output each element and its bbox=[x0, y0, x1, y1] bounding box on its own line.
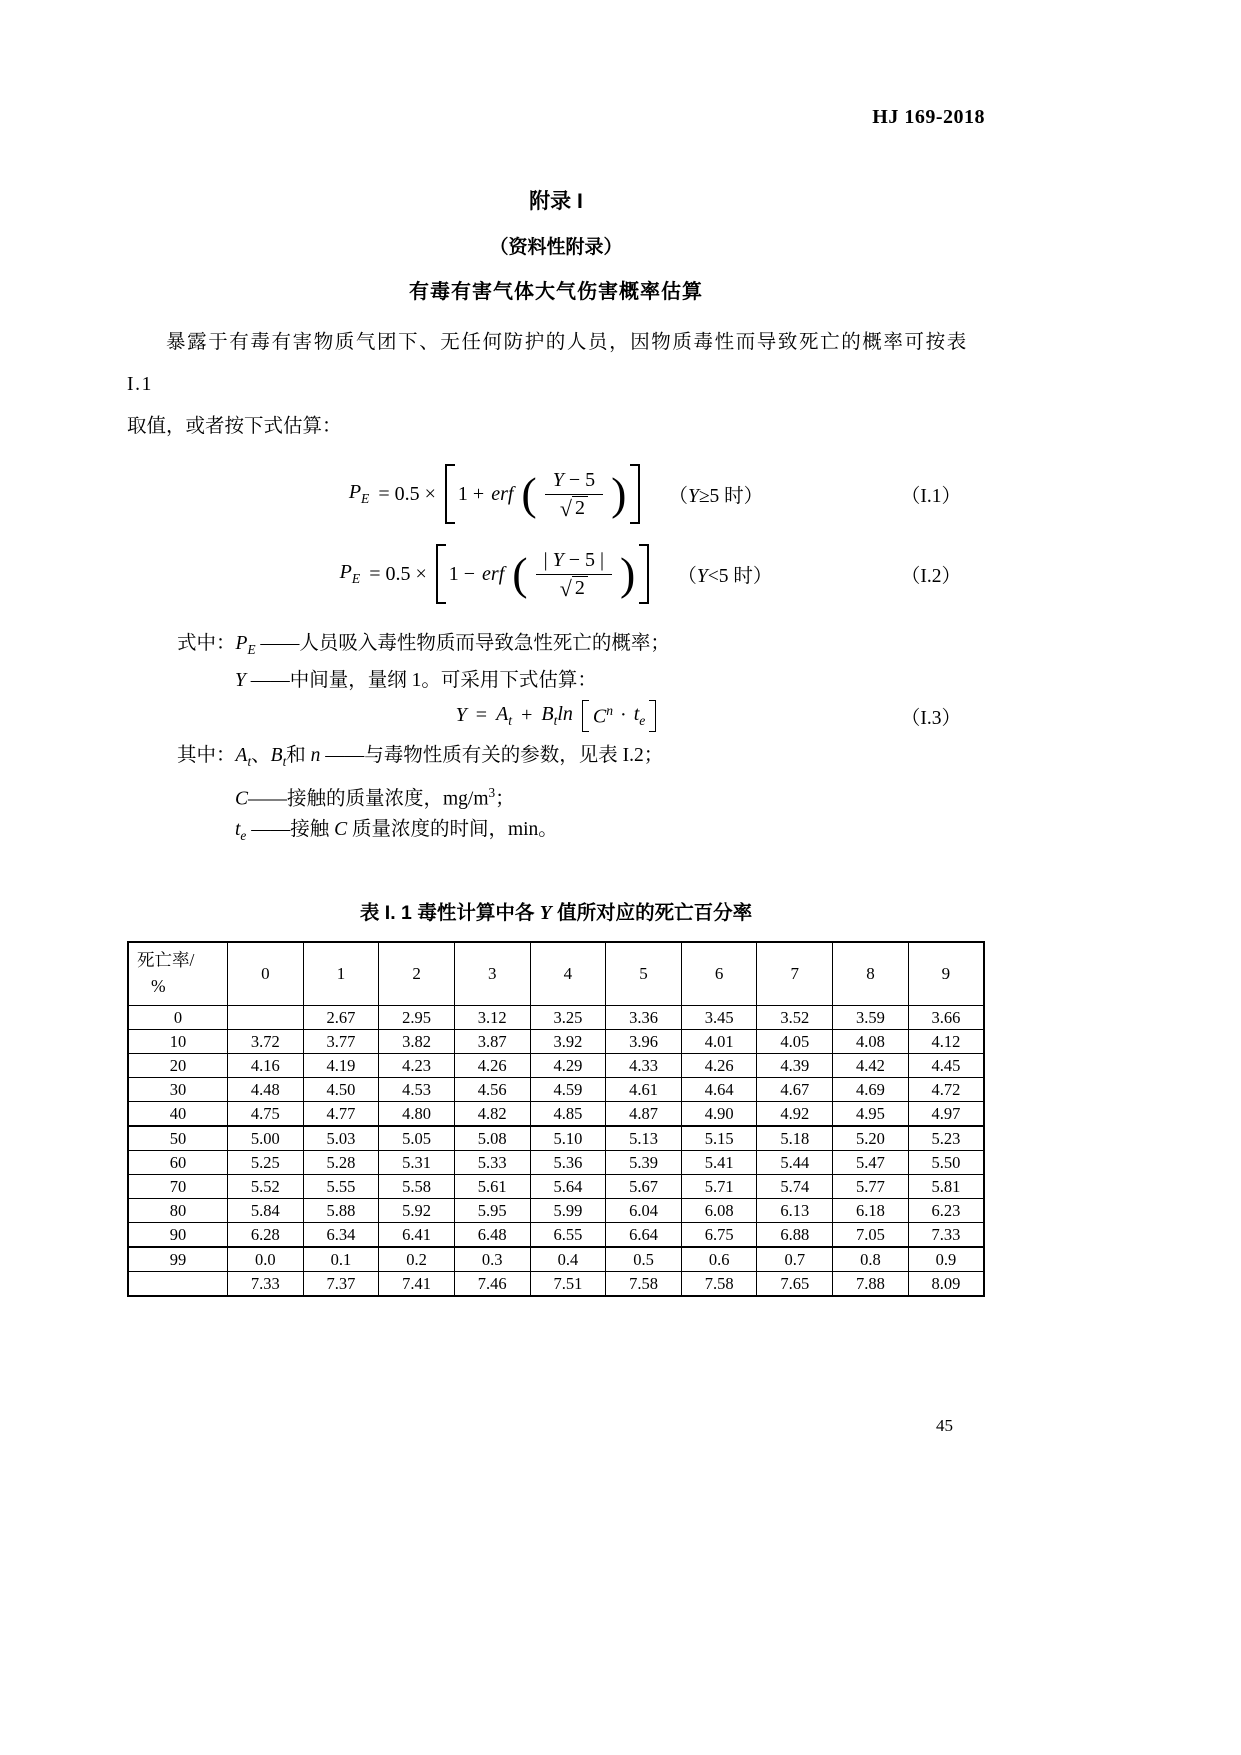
table-cell: 4.29 bbox=[530, 1054, 606, 1078]
table-cell: 5.84 bbox=[228, 1199, 304, 1223]
table-cell: 4.95 bbox=[833, 1102, 909, 1127]
table-row bbox=[128, 1078, 984, 1102]
table-cell: 5.92 bbox=[379, 1199, 455, 1223]
table-row-label: 60 bbox=[128, 1151, 228, 1175]
table-cell: 5.31 bbox=[379, 1151, 455, 1175]
table-cell: 5.36 bbox=[530, 1151, 606, 1175]
table-row-label: 0 bbox=[128, 1006, 228, 1030]
table-row bbox=[128, 1030, 984, 1054]
formula-I1-inner-lead: 1 + bbox=[457, 482, 485, 505]
table-cell: 6.88 bbox=[757, 1223, 833, 1248]
table-cell: 4.53 bbox=[379, 1078, 455, 1102]
table-row bbox=[128, 1247, 984, 1272]
table-cell: 4.80 bbox=[379, 1102, 455, 1127]
square-bracket-group: 1 + erf ( Y − 5 √ 2 ) bbox=[445, 464, 641, 524]
right-square-bracket-icon bbox=[630, 464, 640, 524]
table-cell: 4.92 bbox=[757, 1102, 833, 1127]
table-cell: 5.55 bbox=[303, 1175, 379, 1199]
table-cell: 5.25 bbox=[228, 1151, 304, 1175]
formula-I3-expression: Y = $A_t$ + $B_t\ln$ $C^n$ · $t_e$ bbox=[456, 700, 657, 732]
table-cell: 2.95 bbox=[379, 1006, 455, 1030]
table-cell: 4.08 bbox=[833, 1030, 909, 1054]
table-cell: 4.67 bbox=[757, 1078, 833, 1102]
table-cell: 5.74 bbox=[757, 1175, 833, 1199]
table-cell: 4.48 bbox=[228, 1078, 304, 1102]
table-cell: 0.9 bbox=[908, 1247, 984, 1272]
table-cell: 5.58 bbox=[379, 1175, 455, 1199]
page-content bbox=[127, 0, 985, 1297]
table-cell: 5.05 bbox=[379, 1126, 455, 1151]
table-row bbox=[128, 1151, 984, 1175]
where2-line-te: $t_e$ ——接触 C 质量浓度的时间，min。 bbox=[235, 819, 558, 844]
formula-I2-operator: = 0.5 × bbox=[369, 562, 427, 585]
table-cell: 6.34 bbox=[303, 1223, 379, 1248]
table-cell: 0.6 bbox=[681, 1247, 757, 1272]
table-row-label: 40 bbox=[128, 1102, 228, 1127]
table-cell: 5.41 bbox=[681, 1151, 757, 1175]
radical-icon: √ bbox=[559, 496, 572, 521]
table-cell: 8.09 bbox=[908, 1272, 984, 1297]
table-cell: 5.71 bbox=[681, 1175, 757, 1199]
table-cell: 3.12 bbox=[454, 1006, 530, 1030]
table-cell: 4.23 bbox=[379, 1054, 455, 1078]
table-cell: 7.58 bbox=[681, 1272, 757, 1297]
table-cell: 4.75 bbox=[228, 1102, 304, 1127]
table-cell: 4.69 bbox=[833, 1078, 909, 1102]
table-col-header: 8 bbox=[833, 942, 909, 1006]
formula-I3 bbox=[127, 700, 985, 732]
corner-label-line1: 死亡率/ bbox=[137, 950, 195, 971]
page-number: 45 bbox=[936, 1416, 953, 1435]
table-row bbox=[128, 1199, 984, 1223]
table-cell: 6.55 bbox=[530, 1223, 606, 1248]
table-cell: 0.0 bbox=[228, 1247, 304, 1272]
table-cell: 4.72 bbox=[908, 1078, 984, 1102]
table-col-header: 6 bbox=[681, 942, 757, 1006]
doc-number: HJ 169-2018 bbox=[872, 106, 985, 128]
table-col-header: 1 bbox=[303, 942, 379, 1006]
table-cell: 5.77 bbox=[833, 1175, 909, 1199]
table-cell: 5.44 bbox=[757, 1151, 833, 1175]
formula-I2 bbox=[127, 544, 985, 604]
table-cell: 5.64 bbox=[530, 1175, 606, 1199]
table-cell: 3.25 bbox=[530, 1006, 606, 1030]
table-cell: 5.47 bbox=[833, 1151, 909, 1175]
formula-I1 bbox=[127, 464, 985, 524]
table-cell: 5.08 bbox=[454, 1126, 530, 1151]
table-cell: 0.2 bbox=[379, 1247, 455, 1272]
table-cell: 7.88 bbox=[833, 1272, 909, 1297]
table-cell: 5.99 bbox=[530, 1199, 606, 1223]
table-cell: 4.56 bbox=[454, 1078, 530, 1102]
table-cell: 6.75 bbox=[681, 1223, 757, 1248]
where2-line-AB: 其中：$A_t$、$B_t$和 n ——与毒物性质有关的参数，见表 I.2； bbox=[177, 744, 664, 769]
right-square-bracket-icon bbox=[649, 700, 656, 732]
table-body bbox=[128, 1006, 984, 1297]
table-cell: 5.95 bbox=[454, 1199, 530, 1223]
formula-I1-expression bbox=[349, 464, 641, 524]
square-bracket-group: 1 − erf ( | Y − 5 | √ 2 ) bbox=[436, 544, 650, 604]
table-cell: 6.23 bbox=[908, 1199, 984, 1223]
appendix-title: 附录 I bbox=[529, 190, 583, 213]
table-cell: 5.03 bbox=[303, 1126, 379, 1151]
table-cell: 6.13 bbox=[757, 1199, 833, 1223]
table-cell: 5.50 bbox=[908, 1151, 984, 1175]
table-cell: 4.45 bbox=[908, 1054, 984, 1078]
table-row-label bbox=[128, 1272, 228, 1297]
appendix-note: （资料性附录） bbox=[489, 237, 623, 258]
table-header-row bbox=[128, 942, 984, 1006]
formula-I1-condition: （Y≥5 时） bbox=[668, 486, 764, 507]
table-cell: 3.82 bbox=[379, 1030, 455, 1054]
where-block-2 bbox=[127, 740, 985, 851]
table-col-header: 9 bbox=[908, 942, 984, 1006]
table-cell: 4.82 bbox=[454, 1102, 530, 1127]
table-row-label: 99 bbox=[128, 1247, 228, 1272]
formula-I1-lhs: $P_E$ bbox=[348, 481, 370, 506]
where2-line-C: C——接触的质量浓度，$mg/m^3$； bbox=[235, 784, 515, 810]
table-col-header: 5 bbox=[606, 942, 682, 1006]
table-cell: 3.87 bbox=[454, 1030, 530, 1054]
table-row bbox=[128, 1102, 984, 1127]
table-cell: 4.33 bbox=[606, 1054, 682, 1078]
table-cell: 7.37 bbox=[303, 1272, 379, 1297]
table-cell: 5.28 bbox=[303, 1151, 379, 1175]
formula-I2-lhs: $P_E$ bbox=[339, 561, 361, 586]
table-cell: 3.59 bbox=[833, 1006, 909, 1030]
table-title: 表 I. 1 毒性计算中各 Y 值所对应的死亡百分率 bbox=[359, 902, 753, 925]
table-cell: 6.41 bbox=[379, 1223, 455, 1248]
table-cell: 4.64 bbox=[681, 1078, 757, 1102]
table-cell: 5.88 bbox=[303, 1199, 379, 1223]
table-cell: 0.7 bbox=[757, 1247, 833, 1272]
table-row-label: 70 bbox=[128, 1175, 228, 1199]
table-cell: 4.50 bbox=[303, 1078, 379, 1102]
table-cell: 4.90 bbox=[681, 1102, 757, 1127]
table-cell: 7.41 bbox=[379, 1272, 455, 1297]
table-cell: 3.96 bbox=[606, 1030, 682, 1054]
formula-I1-number: （I.1） bbox=[900, 486, 961, 507]
table-row bbox=[128, 1175, 984, 1199]
where1-line-Y: Y ——中间量，量纲 1。可采用下式估算： bbox=[235, 669, 597, 691]
where-block-1 bbox=[127, 628, 985, 696]
table-cell: 0.1 bbox=[303, 1247, 379, 1272]
table-cell: 6.08 bbox=[681, 1199, 757, 1223]
fraction: Y − 5 √ 2 bbox=[545, 468, 603, 520]
left-square-bracket-icon bbox=[582, 700, 589, 732]
toxicity-probit-table bbox=[127, 941, 985, 1297]
table-cell: 5.00 bbox=[228, 1126, 304, 1151]
table-cell: 4.42 bbox=[833, 1054, 909, 1078]
intro-paragraph-line1: 暴露于有毒有害物质气团下、无任何防护的人员，因物质毒性而导致死亡的概率可按表 I.1 bbox=[127, 332, 968, 395]
table-cell: 4.85 bbox=[530, 1102, 606, 1127]
formula-I2-condition: （Y<5 时） bbox=[677, 566, 773, 587]
table-cell: 5.10 bbox=[530, 1126, 606, 1151]
table-cell: 3.66 bbox=[908, 1006, 984, 1030]
table-cell: 5.52 bbox=[228, 1175, 304, 1199]
table-cell: 4.16 bbox=[228, 1054, 304, 1078]
section-title: 有毒有害气体大气伤害概率估算 bbox=[409, 281, 703, 303]
table-cell: 0.5 bbox=[606, 1247, 682, 1272]
table-cell: 3.36 bbox=[606, 1006, 682, 1030]
table-cell: 4.77 bbox=[303, 1102, 379, 1127]
radical-icon: √ bbox=[559, 576, 572, 601]
table-cell: 5.13 bbox=[606, 1126, 682, 1151]
table-cell: 7.46 bbox=[454, 1272, 530, 1297]
table-cell: 3.92 bbox=[530, 1030, 606, 1054]
left-square-bracket-icon bbox=[436, 544, 446, 604]
right-square-bracket-icon bbox=[639, 544, 649, 604]
erf-function-label: erf bbox=[491, 482, 514, 505]
table-cell: 7.05 bbox=[833, 1223, 909, 1248]
left-square-bracket-icon bbox=[445, 464, 455, 524]
table-row-label: 10 bbox=[128, 1030, 228, 1054]
table-cell: 6.04 bbox=[606, 1199, 682, 1223]
table-cell: 5.61 bbox=[454, 1175, 530, 1199]
table-row-label: 20 bbox=[128, 1054, 228, 1078]
table-col-header: 3 bbox=[454, 942, 530, 1006]
table-cell: 7.58 bbox=[606, 1272, 682, 1297]
table-cell: 0.3 bbox=[454, 1247, 530, 1272]
table-cell: 6.48 bbox=[454, 1223, 530, 1248]
table-row-label: 50 bbox=[128, 1126, 228, 1151]
where1-line-PE: 式中：$P_E$ ——人员吸入毒性物质而导致急性死亡的概率； bbox=[177, 633, 670, 657]
table-cell: 5.33 bbox=[454, 1151, 530, 1175]
table-row bbox=[128, 1126, 984, 1151]
table-cell: 5.81 bbox=[908, 1175, 984, 1199]
table-cell: 5.67 bbox=[606, 1175, 682, 1199]
table-cell: 3.52 bbox=[757, 1006, 833, 1030]
table-cell: 2.67 bbox=[303, 1006, 379, 1030]
table-cell: 4.05 bbox=[757, 1030, 833, 1054]
table-cell: 4.39 bbox=[757, 1054, 833, 1078]
table-cell: 4.26 bbox=[681, 1054, 757, 1078]
table-cell: 4.19 bbox=[303, 1054, 379, 1078]
table-corner-header bbox=[128, 942, 228, 1006]
table-col-header: 2 bbox=[379, 942, 455, 1006]
table-cell: 7.33 bbox=[908, 1223, 984, 1248]
table-row bbox=[128, 1272, 984, 1297]
formula-I2-number: （I.2） bbox=[900, 566, 961, 587]
table-cell bbox=[228, 1006, 304, 1030]
table-cell: 7.65 bbox=[757, 1272, 833, 1297]
table-cell: 6.28 bbox=[228, 1223, 304, 1248]
table-col-header: 4 bbox=[530, 942, 606, 1006]
table-cell: 5.23 bbox=[908, 1126, 984, 1151]
table-cell: 0.8 bbox=[833, 1247, 909, 1272]
table-cell: 3.45 bbox=[681, 1006, 757, 1030]
corner-label-line2: % bbox=[151, 976, 166, 997]
table-cell: 4.12 bbox=[908, 1030, 984, 1054]
intro-paragraph-line2: 取值，或者按下式估算： bbox=[127, 416, 342, 437]
table-col-header: 0 bbox=[228, 942, 304, 1006]
formula-I1-operator: = 0.5 × bbox=[378, 482, 436, 505]
table-row bbox=[128, 1006, 984, 1030]
table-row-label: 30 bbox=[128, 1078, 228, 1102]
table-cell: 4.97 bbox=[908, 1102, 984, 1127]
table-cell: 4.01 bbox=[681, 1030, 757, 1054]
table-cell: 3.77 bbox=[303, 1030, 379, 1054]
table-cell: 5.18 bbox=[757, 1126, 833, 1151]
table-row bbox=[128, 1223, 984, 1248]
table-row-label: 80 bbox=[128, 1199, 228, 1223]
table-cell: 4.61 bbox=[606, 1078, 682, 1102]
table-cell: 4.87 bbox=[606, 1102, 682, 1127]
erf-function-label: erf bbox=[482, 562, 505, 585]
square-bracket-group: $C^n$ · $t_e$ bbox=[582, 700, 656, 732]
table-cell: 4.26 bbox=[454, 1054, 530, 1078]
table-cell: 7.33 bbox=[228, 1272, 304, 1297]
table-cell: 5.39 bbox=[606, 1151, 682, 1175]
table-cell: 5.15 bbox=[681, 1126, 757, 1151]
table-col-header: 7 bbox=[757, 942, 833, 1006]
formula-I2-expression bbox=[340, 544, 650, 604]
table-cell: 0.4 bbox=[530, 1247, 606, 1272]
fraction: | Y − 5 | √ 2 bbox=[536, 548, 612, 600]
table-cell: 6.64 bbox=[606, 1223, 682, 1248]
table-cell: 4.59 bbox=[530, 1078, 606, 1102]
table-cell: 6.18 bbox=[833, 1199, 909, 1223]
formula-I3-number: （I.3） bbox=[900, 707, 961, 729]
table-row-label: 90 bbox=[128, 1223, 228, 1248]
table-row bbox=[128, 1054, 984, 1078]
table-cell: 3.72 bbox=[228, 1030, 304, 1054]
table-cell: 7.51 bbox=[530, 1272, 606, 1297]
table-cell: 5.20 bbox=[833, 1126, 909, 1151]
formula-I2-inner-lead: 1 − bbox=[448, 562, 476, 585]
